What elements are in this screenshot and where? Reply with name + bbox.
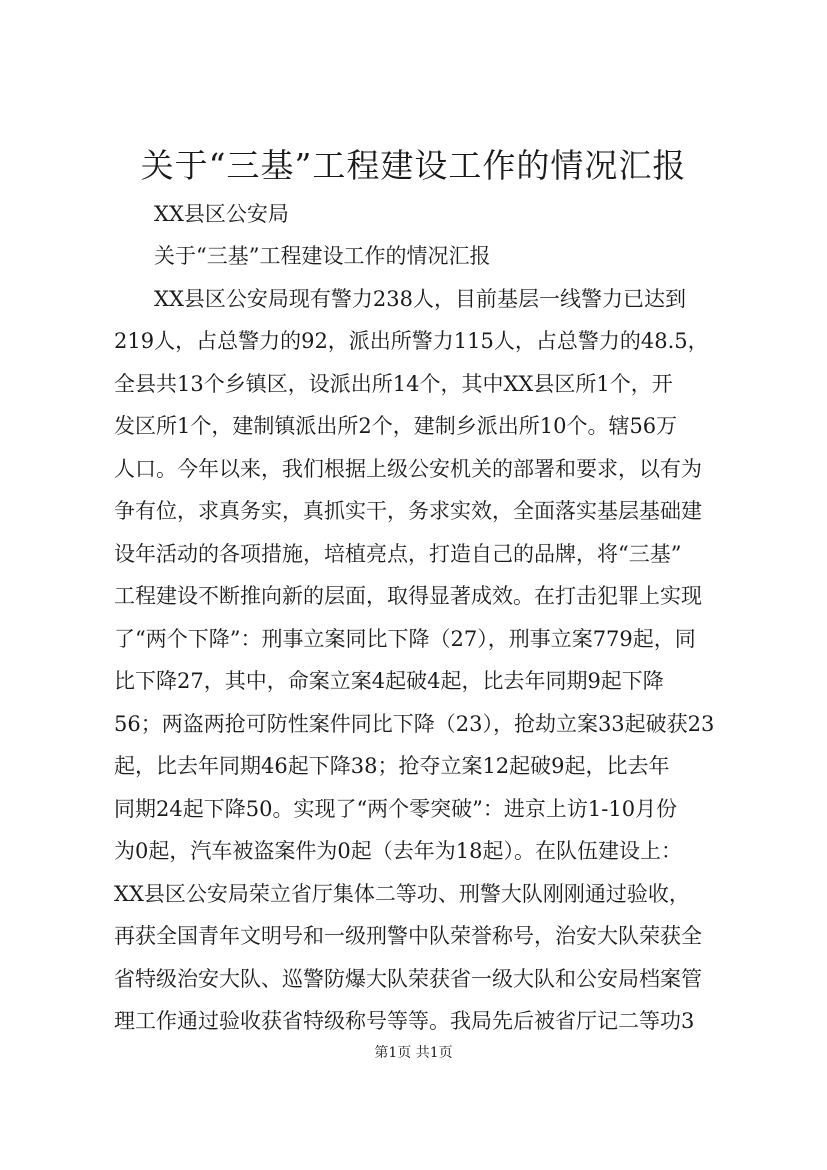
body-line: 发区所1个，建制镇派出所2个，建制乡派出所10个。辖56万: [114, 414, 678, 438]
body-line: 工程建设不断推向新的层面，取得显著成效。在打击犯罪上实现: [114, 584, 702, 608]
body-line: 为0起，汽车被盗案件为0起（去年为18起）。在队伍建设上：: [114, 839, 682, 863]
document-title: 关于“三基”工程建设工作的情况汇报: [140, 146, 687, 185]
body-line: 219人，占总警力的92，派出所警力115人，占总警力的48.5，: [114, 329, 709, 353]
subtitle-line: 关于“三基”工程建设工作的情况汇报: [154, 244, 491, 268]
body-line: 同期24起下降50。实现了“两个零突破”：进京上访1-10月份: [114, 797, 678, 821]
body-line: 省特级治安大队、巡警防爆大队荣获省一级大队和公安局档案管: [114, 967, 702, 991]
body-line: 56；两盗两抢可防性案件同比下降（23），抢劫立案33起破获23: [114, 712, 715, 736]
body-line: 理工作通过验收获省特级称号等等。我局先后被省厅记二等功3: [114, 1009, 695, 1033]
page-footer: 第1页 共1页: [374, 1045, 453, 1061]
body-line: 全县共13个乡镇区，设派出所14个，其中XX县区所1个，开: [114, 372, 673, 396]
body-line: 争有位，求真务实，真抓实干，务求实效，全面落实基层基础建: [114, 499, 702, 523]
body-line: XX县区公安局现有警力238人，目前基层一线警力已达到: [154, 287, 686, 311]
body-line: 比下降27，其中，命案立案4起破4起，比去年同期9起下降: [114, 669, 664, 693]
body-line: 了“两个下降”：刑事立案同比下降（27），刑事立案779起，同: [114, 627, 696, 651]
issuer-line: XX县区公安局: [154, 202, 289, 226]
body-line: 设年活动的各项措施，培植亮点，打造自己的品牌，将“三基”: [114, 542, 682, 566]
body-line: 再获全国青年文明号和一级刑警中队荣誉称号，治安大队荣获全: [114, 924, 702, 948]
body-line: 起，比去年同期46起下降38；抢夺立案12起破9起，比去年: [114, 754, 670, 778]
body-line: 人口。今年以来，我们根据上级公安机关的部署和要求，以有为: [114, 457, 702, 481]
body-line: XX县区公安局荣立省厅集体二等功、刑警大队刚刚通过验收，: [114, 882, 690, 906]
